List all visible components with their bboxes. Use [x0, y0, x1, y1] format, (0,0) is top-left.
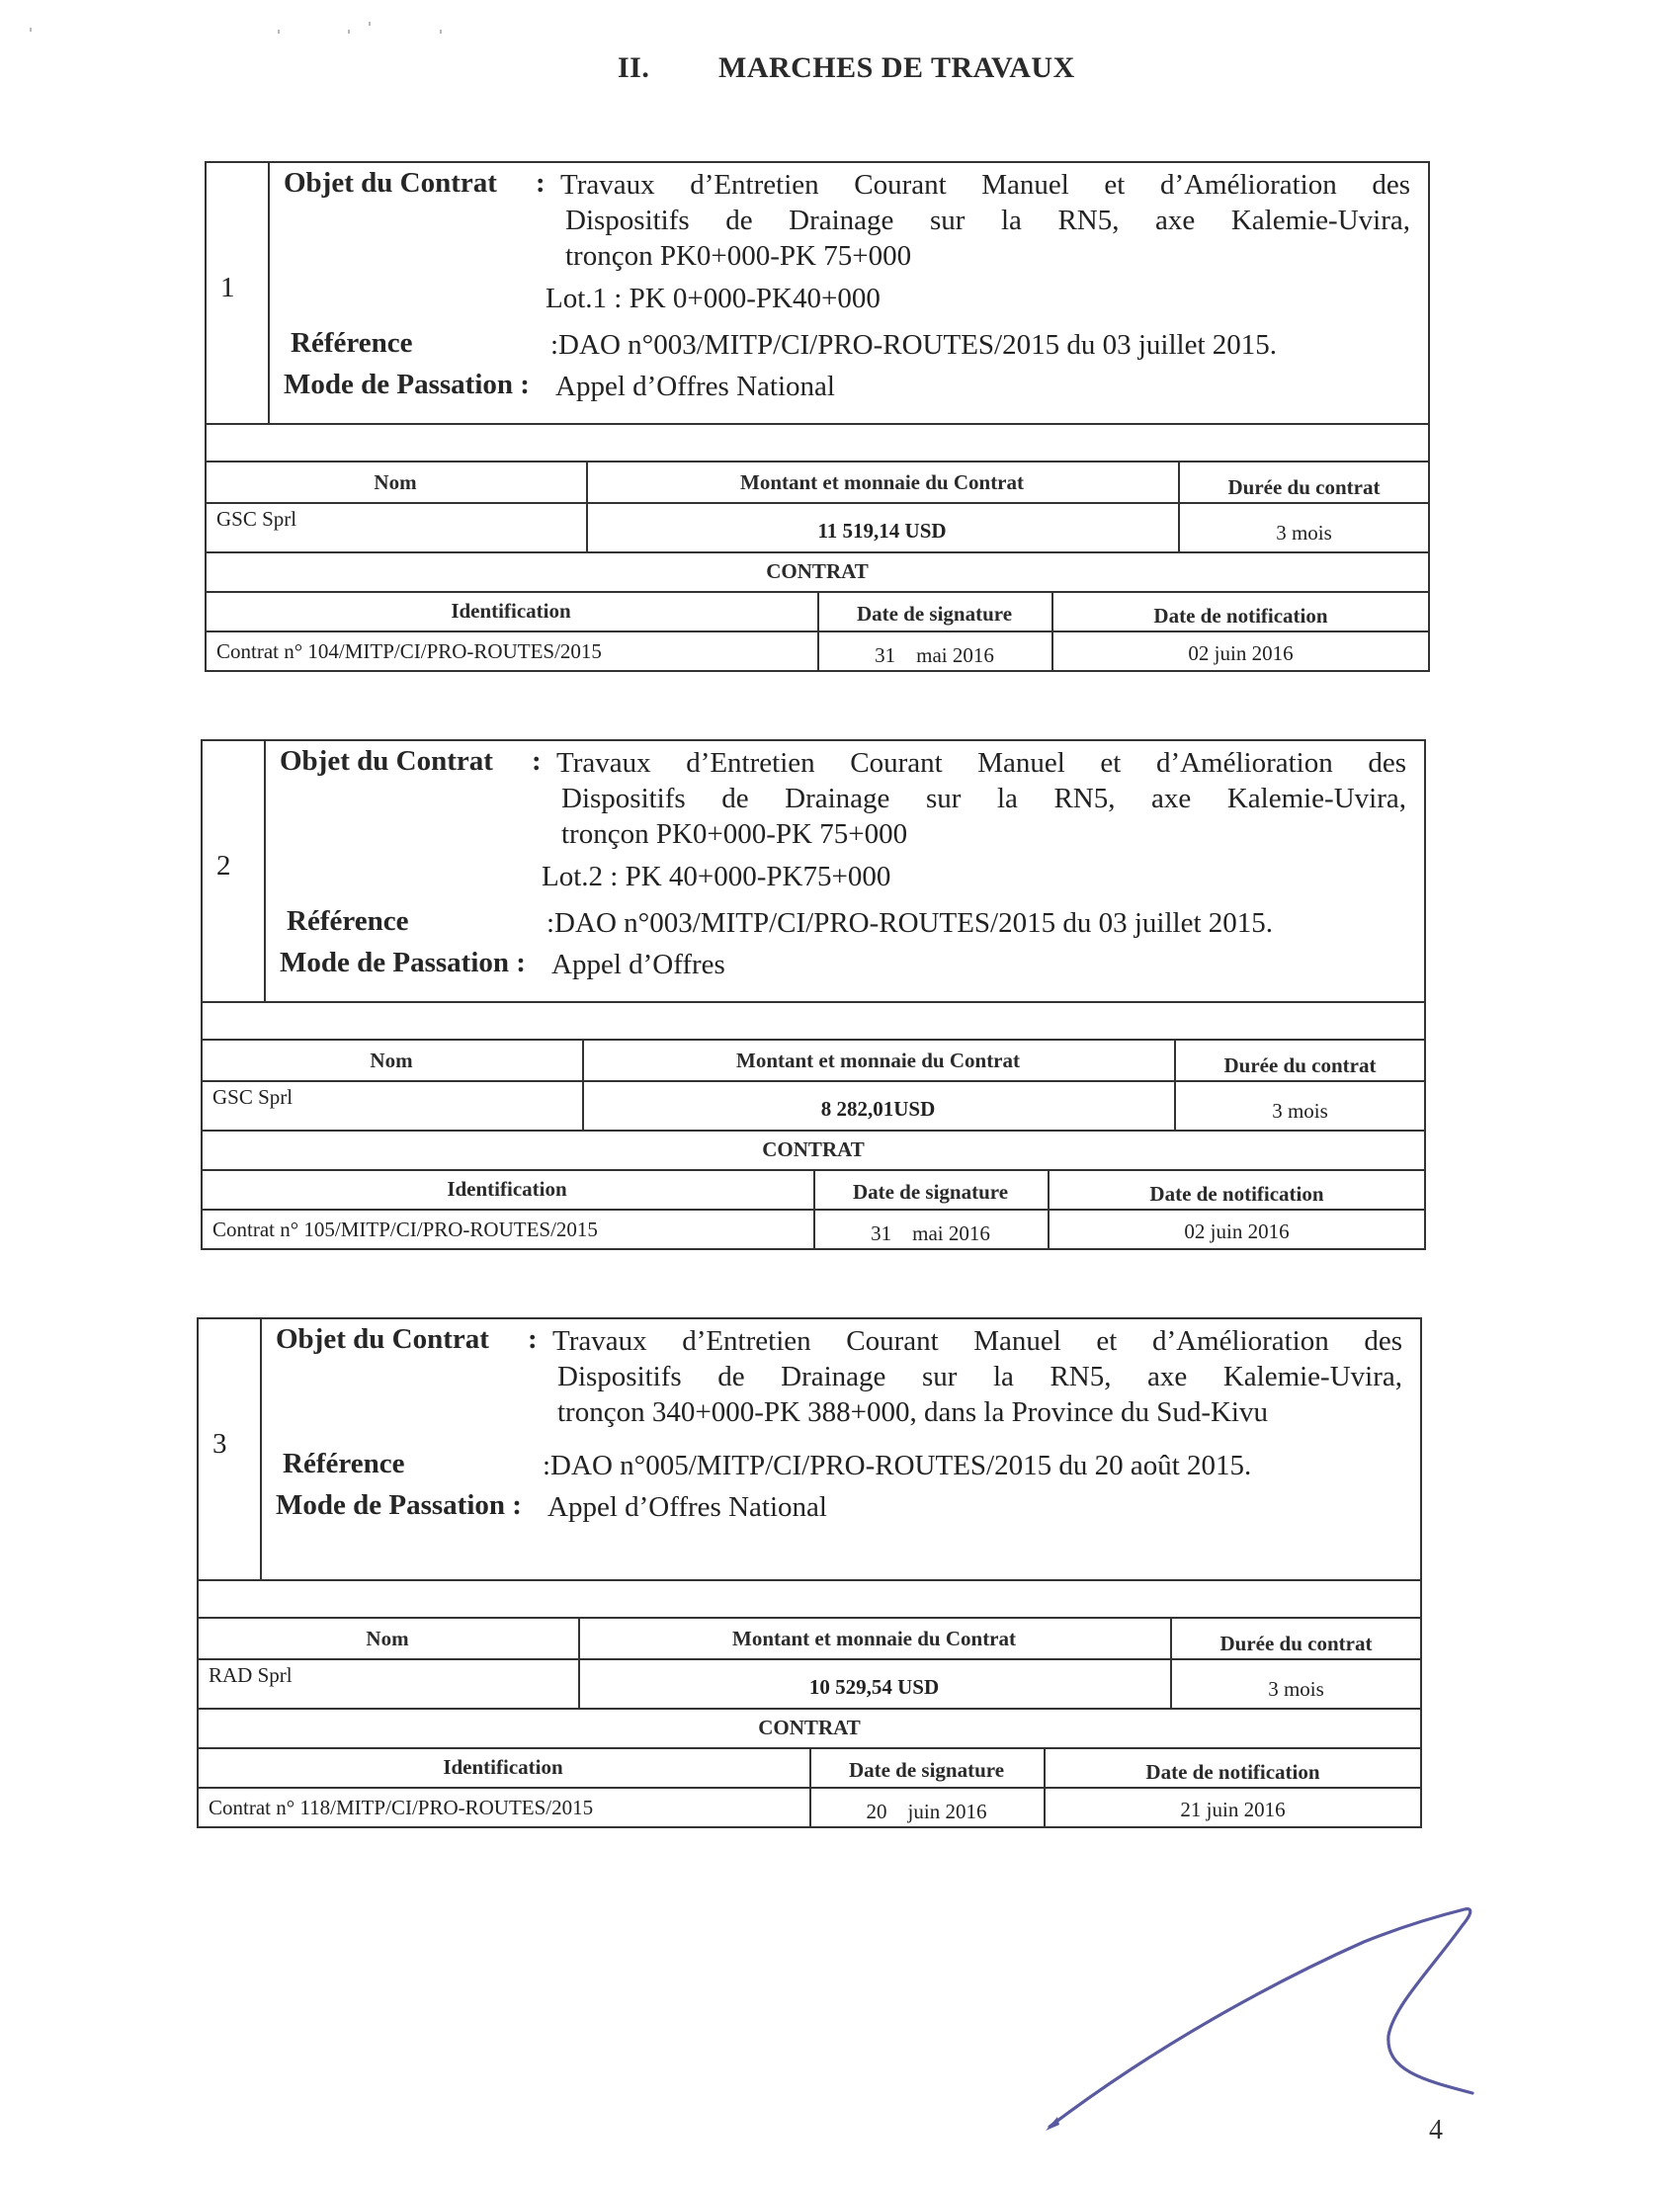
col-montant-header: Montant et monnaie du Contrat [740, 470, 1024, 494]
col-nom-header: Nom [366, 1627, 409, 1650]
col-duree-header: Durée du contrat [1219, 1632, 1373, 1655]
signature [1038, 1888, 1482, 2144]
signature-tip [1046, 2117, 1059, 2131]
reference-label: Référence [287, 905, 409, 937]
objet-line-2: Dispositifs de Drainage sur la RN5, axe Kalemie-Uvira, [557, 1361, 1402, 1392]
col-duree-header: Durée du contrat [1227, 475, 1381, 499]
rule [205, 631, 1430, 632]
date-notification-value: 02 juin 2016 [1188, 641, 1294, 665]
nom-value: GSC Sprl [216, 507, 297, 531]
reference-value: :DAO n°003/MITP/CI/PRO-ROUTES/2015 du 03 juillet 2015. [546, 907, 1274, 939]
rule [197, 1658, 1422, 1660]
mode-value: Appel d’Offres [551, 949, 725, 980]
col-nom-header: Nom [370, 1049, 413, 1072]
objet-label: Objet du Contrat [284, 167, 497, 199]
col-date-signature-header: Date de signature [848, 1758, 1005, 1782]
rule [205, 461, 1430, 462]
objet-line-1: Travaux d’Entretien Courant Manuel et d’Amélioration des [556, 747, 1406, 779]
rule [197, 1708, 1422, 1710]
contract-index: 3 [212, 1428, 227, 1460]
nom-value: GSC Sprl [212, 1085, 294, 1109]
objet-separator: : [528, 1323, 538, 1355]
mode-value: Appel d’Offres National [547, 1491, 827, 1523]
identification-value: Contrat n° 104/MITP/CI/PRO-ROUTES/2015 [216, 639, 602, 663]
objet-label: Objet du Contrat [276, 1323, 489, 1355]
contract-index: 2 [216, 850, 231, 882]
col-identification-header: Identification [451, 599, 571, 623]
objet-line-2: Dispositifs de Drainage sur la RN5, axe Kalemie-Uvira, [561, 783, 1406, 814]
rule [201, 1001, 1426, 1003]
reference-label: Référence [283, 1448, 405, 1479]
mode-value: Appel d’Offres National [555, 371, 835, 402]
rule [201, 1248, 1426, 1250]
montant-value: 8 282,01USD [820, 1097, 936, 1121]
rule [201, 739, 203, 1250]
rule [197, 1826, 1422, 1828]
rule [197, 1317, 199, 1828]
rule [264, 739, 266, 1001]
rule [205, 161, 207, 672]
rule [205, 502, 1430, 504]
objet-line-1: Travaux d’Entretien Courant Manuel et d’Amélioration des [560, 169, 1410, 201]
col-duree-header: Durée du contrat [1223, 1053, 1377, 1077]
objet-separator: : [532, 745, 542, 777]
objet-line-2: Dispositifs de Drainage sur la RN5, axe Kalemie-Uvira, [565, 205, 1410, 236]
contrat-heading: CONTRAT [766, 559, 869, 583]
col-identification-header: Identification [447, 1177, 567, 1201]
col-date-notification-header: Date de notification [1149, 1182, 1324, 1206]
contrat-heading: CONTRAT [758, 1716, 861, 1739]
date-signature-value: 31 mai 2016 [871, 1221, 990, 1245]
rule [201, 1080, 1426, 1082]
col-date-notification-header: Date de notification [1153, 604, 1328, 628]
objet-line-3: tronçon PK0+000-PK 75+000 [565, 240, 912, 272]
montant-value: 10 529,54 USD [808, 1675, 940, 1699]
rule [205, 423, 1430, 425]
col-date-notification-header: Date de notification [1145, 1760, 1320, 1784]
col-identification-header: Identification [443, 1755, 563, 1779]
rule [1420, 1317, 1422, 1828]
reference-value: :DAO n°005/MITP/CI/PRO-ROUTES/2015 du 20 août 2015. [543, 1450, 1252, 1481]
lot-line: Lot.2 : PK 40+000-PK75+000 [542, 861, 891, 892]
mode-label: Mode de Passation : [276, 1489, 522, 1521]
rule [201, 1130, 1426, 1132]
rule [201, 739, 1426, 741]
rule [1424, 739, 1426, 1250]
identification-value: Contrat n° 118/MITP/CI/PRO-ROUTES/2015 [209, 1796, 594, 1819]
section-title: MARCHES DE TRAVAUX [718, 51, 1075, 84]
objet-line-3: tronçon 340+000-PK 388+000, dans la Province du Sud-Kivu [557, 1396, 1268, 1428]
reference-value: :DAO n°003/MITP/CI/PRO-ROUTES/2015 du 03 juillet 2015. [550, 329, 1278, 361]
rule [201, 1209, 1426, 1211]
rule [205, 161, 1430, 163]
contract-index: 1 [220, 272, 235, 303]
objet-line-3: tronçon PK0+000-PK 75+000 [561, 818, 908, 850]
objet-line-1: Travaux d’Entretien Courant Manuel et d’Amélioration des [552, 1325, 1402, 1357]
objet-label: Objet du Contrat [280, 745, 493, 777]
mode-label: Mode de Passation : [284, 369, 530, 400]
rule [197, 1317, 1422, 1319]
rule [260, 1317, 262, 1579]
date-notification-value: 21 juin 2016 [1180, 1798, 1286, 1821]
date-notification-value: 02 juin 2016 [1184, 1219, 1290, 1243]
nom-value: RAD Sprl [209, 1663, 293, 1687]
rule [197, 1787, 1422, 1789]
date-signature-value: 20 juin 2016 [866, 1800, 987, 1823]
rule [197, 1579, 1422, 1581]
rule [205, 551, 1430, 553]
scan-artifacts [0, 0, 494, 40]
section-heading [618, 51, 1075, 85]
rule [201, 1039, 1426, 1041]
date-signature-value: 31 mai 2016 [875, 643, 994, 667]
duree-value: 3 mois [1276, 521, 1332, 545]
reference-label: Référence [291, 327, 413, 359]
rule [197, 1617, 1422, 1619]
col-nom-header: Nom [374, 470, 417, 494]
signature-stroke [1050, 1909, 1472, 2127]
col-montant-header: Montant et monnaie du Contrat [732, 1627, 1016, 1650]
col-date-signature-header: Date de signature [856, 602, 1013, 626]
identification-value: Contrat n° 105/MITP/CI/PRO-ROUTES/2015 [212, 1218, 598, 1241]
lot-line: Lot.1 : PK 0+000-PK40+000 [546, 283, 881, 314]
duree-value: 3 mois [1268, 1677, 1324, 1701]
col-montant-header: Montant et monnaie du Contrat [736, 1049, 1020, 1072]
rule [1428, 161, 1430, 672]
mode-label: Mode de Passation : [280, 947, 526, 978]
page-number: 4 [1429, 2115, 1443, 2145]
rule [205, 670, 1430, 672]
objet-separator: : [536, 167, 546, 199]
contrat-heading: CONTRAT [762, 1137, 865, 1161]
col-date-signature-header: Date de signature [852, 1180, 1009, 1204]
duree-value: 3 mois [1272, 1099, 1328, 1123]
section-number: II. [618, 51, 650, 84]
rule [268, 161, 270, 423]
montant-value: 11 519,14 USD [817, 519, 947, 543]
